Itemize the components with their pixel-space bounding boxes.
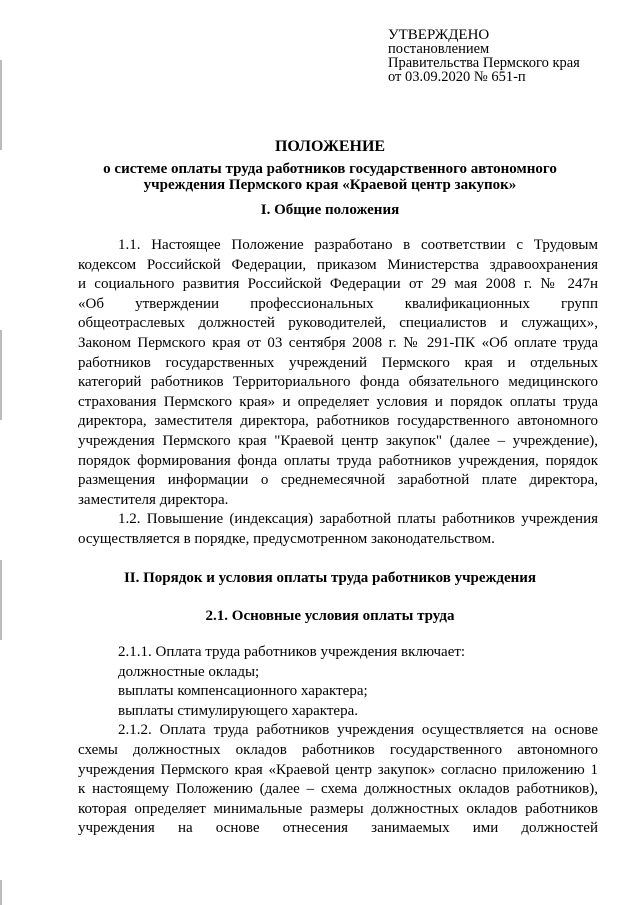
approval-word: УТВЕРЖДЕНО	[388, 27, 490, 43]
scan-edge-mark	[0, 560, 2, 640]
subsection-heading: 2.1. Основные условия оплаты труда	[205, 608, 455, 624]
list-item: должностные оклады;	[118, 663, 260, 680]
title-subtitle: о системе оплаты труда работников государственного автономного	[103, 161, 557, 177]
paragraph-line: которая определяет минимальные размеры должностных окладов работников	[78, 800, 598, 817]
section-heading: II. Порядок и условия оплаты труда работников учреждения	[123, 570, 537, 586]
paragraph-line: учреждения на основе отнесения занимаемых ими должностей	[78, 820, 598, 837]
paragraph-line: страхования Пермского края» и определяет условия и порядок оплаты труда	[78, 393, 598, 410]
list-item: выплаты компенсационного характера;	[118, 683, 368, 700]
paragraph-line: схемы должностных окладов работников государственного автономного	[78, 741, 598, 758]
approval-line: Правительства Пермского края	[388, 55, 580, 71]
paragraph-line: осуществляется в порядке, предусмотренном законодательством.	[78, 530, 495, 547]
document-title	[60, 137, 600, 193]
list-item: 2.1.1. Оплата труда работников учреждения включает:	[118, 644, 466, 660]
list-item: выплаты стимулирующего характера.	[118, 702, 358, 719]
title-main: ПОЛОЖЕНИЕ	[274, 138, 386, 155]
paragraph-line: к настоящему Положению (далее – схема должностных окладов работников),	[78, 781, 598, 798]
paragraph-line: 1.1. Настоящее Положение разработано в соответствии с Трудовым	[118, 237, 598, 253]
paragraph-line: Законом Пермского края от 03 сентября 2008 г. № 291-ПК «Об оплате труда	[78, 334, 598, 351]
scan-edge-mark	[0, 330, 2, 420]
paragraph-line: категорий работников Территориального фонда обязательного медицинского	[78, 374, 598, 391]
scan-edge-mark	[0, 60, 2, 150]
paragraph-line: работников государственных учреждений Пермского края и отдельных	[78, 354, 598, 371]
paragraph-line: 2.1.2. Оплата труда работников учреждения осуществляется на основе	[118, 722, 598, 739]
approval-line: от 03.09.2020 № 651-п	[388, 69, 526, 85]
title-subtitle: учреждения Пермского края «Краевой центр закупок»	[143, 177, 517, 193]
paragraph-line: кодексом Российской Федерации, приказом Министерства здравоохранения	[78, 256, 598, 273]
paragraph-line: «Об утверждении профессиональных квалификационных групп	[78, 295, 598, 312]
paragraph-2-1	[78, 643, 598, 839]
paragraph-line: учреждения Пермского края «Краевой центр закупок» согласно приложению 1	[78, 761, 598, 778]
approval-line: постановлением	[388, 41, 490, 57]
paragraph-line: 1.2. Повышение (индексация) заработной платы работников учреждения	[118, 511, 598, 528]
paragraph-line: общеотраслевых должностей руководителей, специалистов и служащих»,	[78, 315, 598, 332]
paragraph-line: учреждения Пермского края "Краевой центр закупок" (далее – учреждение),	[78, 432, 598, 449]
paragraph-line: порядок формирования фонда оплаты труда работников учреждения, порядок	[78, 452, 598, 469]
approval-stamp	[388, 28, 628, 84]
paragraph-line: директора, заместителя директора, работников государственного автономного	[78, 413, 598, 430]
paragraph-line: размещения информации о среднемесячной заработной плате директора,	[78, 472, 598, 489]
paragraph-1-1	[78, 236, 598, 550]
paragraph-line: и социального развития Российской Федерации от 29 мая 2008 г. № 247н	[78, 276, 598, 293]
scan-edge-mark	[0, 880, 2, 905]
paragraph-line: заместителя директора.	[78, 491, 229, 508]
section-heading: I. Общие положения	[260, 202, 400, 218]
